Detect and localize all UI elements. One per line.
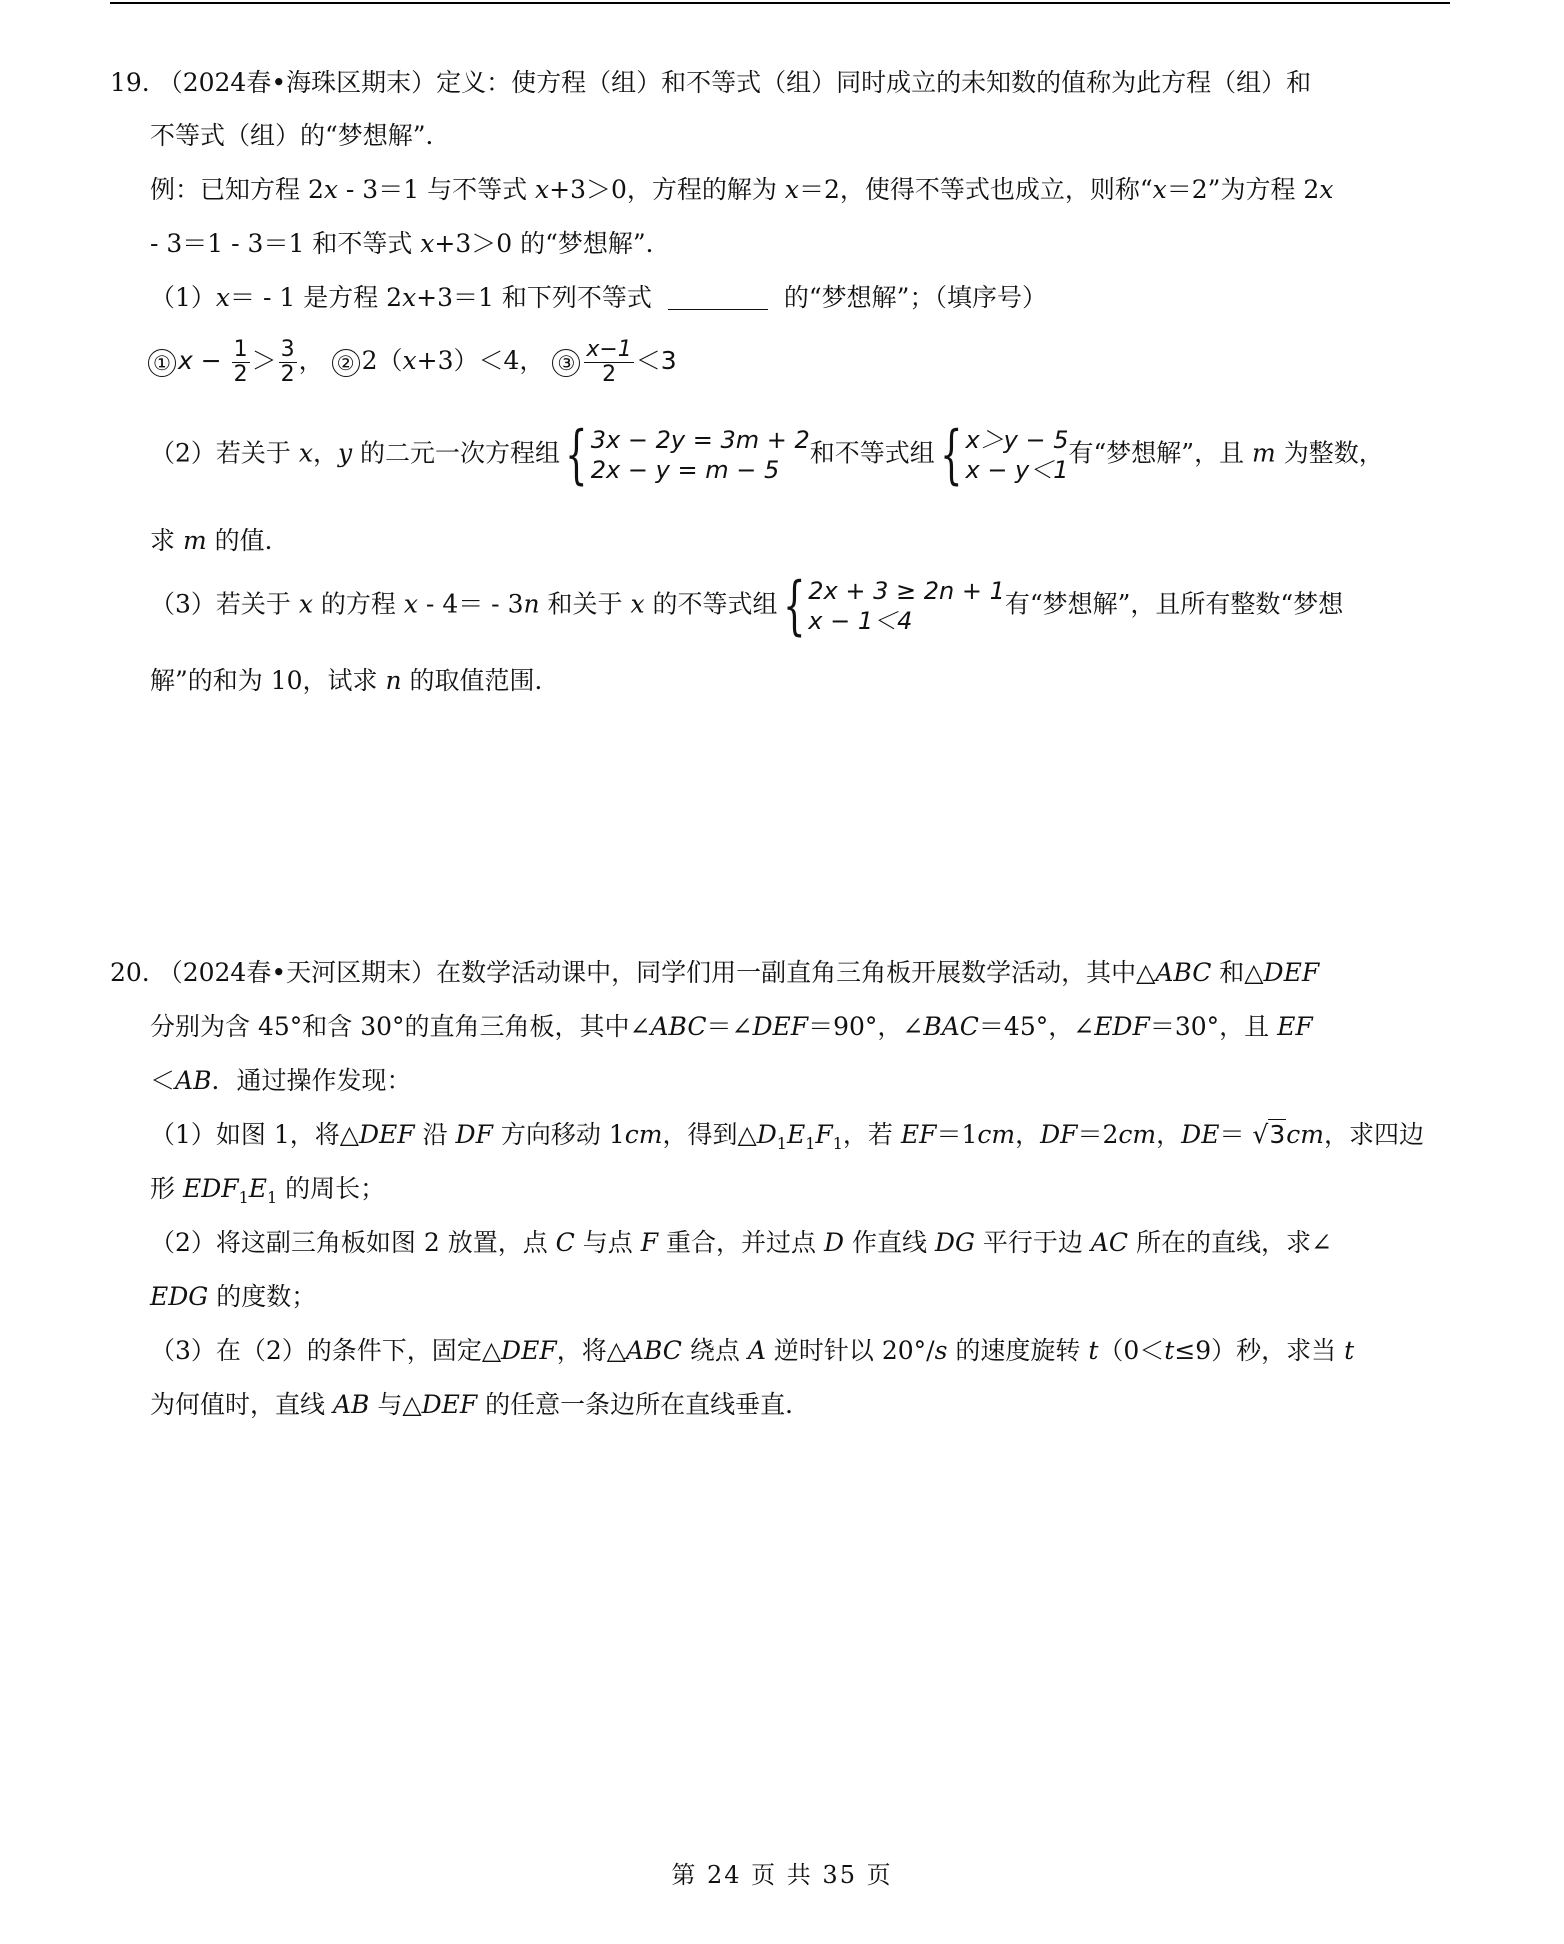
inequality-system: { x＞y − 5 x − y＜1 [939,418,1069,492]
q19-options: ① x − $\frac{1}{2}$ ＞ $\frac{3}{2}$ ， ② 2（x+3）＜4， ③ $\frac{x-1}{2}$ ＜3 [148,338,677,387]
q19-part-2-cont: 求 m 的值． [150,526,290,555]
q20-line-1: 20. （2024春•天河区期末）在数学活动课中，同学们用一副直角三角板开展数学活动，其中△ABC 和△DEF [110,958,1320,987]
q19-line-2: 不等式（组）的“梦想解”． [150,121,451,150]
option-2-circle: ② [332,349,360,377]
q19-part-2: （2）若关于 x，y 的二元一次方程组 { 3x − 2y = 3m + 2 2x − y = m − 5 和不等式组 { x＞y − 5 x − y＜1 有“梦想解”，且 m 为整数， [150,418,1384,492]
q19-example-1: 例：已知方程 2x - 3＝1 与不等式 x+3＞0，方程的解为 x＝2，使得不等式也成立，则称“x＝2”为方程 2x [150,175,1334,204]
top-rule [110,2,1450,4]
q19-part-3-cont: 解”的和为 10，试求 n 的取值范围． [150,666,560,695]
q20-part-3: （3）在（2）的条件下，固定△DEF，将△ABC 绕点 A 逆时针以 20°/s 的速度旋转 t（0＜t≤9）秒，求当 t [150,1336,1355,1365]
option-3-circle: ③ [552,349,580,377]
q19-line-1: 19. （2024春•海珠区期末）定义：使方程（组）和不等式（组）同时成立的未知数的值称为此方程（组）和 [110,68,1312,97]
q20-line-2: 分别为含 45°和含 30°的直角三角板，其中∠ABC＝∠DEF＝90°，∠BAC＝45°，∠EDF＝30°，且 EF [150,1012,1313,1041]
q20-part-2-cont: EDG 的度数； [150,1282,317,1311]
q19-example-2: - 3＝1 - 3＝1 和不等式 x+3＞0 的“梦想解”． [150,229,671,258]
inequality-system-2: { 2x + 3 ≥ 2n + 1 x − 1＜4 [782,569,1005,643]
q20-line-3: ＜AB．通过操作发现： [150,1066,412,1095]
q20-part-3-cont: 为何值时，直线 AB 与△DEF 的任意一条边所在直线垂直． [150,1390,811,1419]
answer-blank[interactable] [668,287,768,310]
option-1-circle: ① [148,349,176,377]
equation-system: { 3x − 2y = 3m + 2 2x − y = m − 5 [565,418,810,492]
q20-part-1-cont: 形 $EDF_1E_1$ 的周长； [150,1174,386,1207]
q20-part-1: （1）如图 1，将△DEF 沿 DF 方向移动 1cm，得到$\triangle D_1E_1F_1$，若 EF＝1cm，DF＝2cm，DE＝ √3cm，求四边 [150,1120,1424,1153]
sqrt-3: √3 [1252,1120,1286,1149]
q20-part-2: （2）将这副三角板如图 2 放置，点 C 与点 F 重合，并过点 D 作直线 DG 平行于边 AC 所在的直线，求∠ [150,1228,1332,1257]
q19-part-1: （1）x＝ - 1 是方程 2x+3＝1 和下列不等式 的“梦想解”；（填序号） [150,283,1047,312]
page-footer: 第 24 页 共 35 页 [671,1861,893,1889]
q19-part-3: （3）若关于 x 的方程 x - 4＝ - 3n 和关于 x 的不等式组 { 2x + 3 ≥ 2n + 1 x − 1＜4 有“梦想解”，且所有整数“梦想 [150,569,1344,643]
